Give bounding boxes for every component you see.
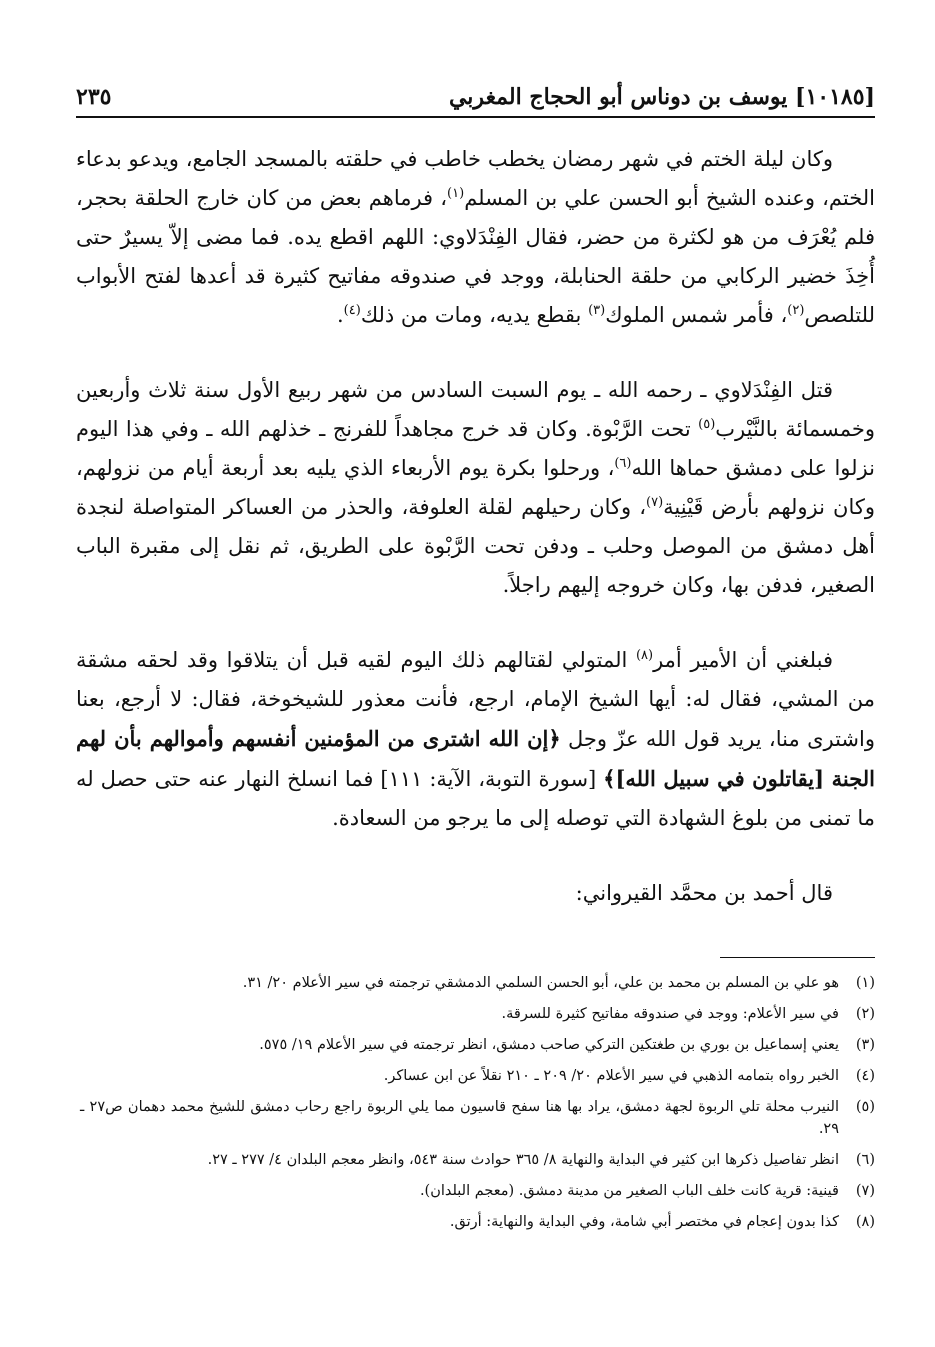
footnote <box>80 1211 875 1233</box>
footnote-number: (٧) <box>855 1183 875 1199</box>
text-segment: تحت الرَّبْوة. وكان قد خرج مجاهداً للفرنج ـ خذلهم الله ـ وفي هذا اليوم نزلوا على دمشق حماها الله <box>76 417 875 480</box>
footnote <box>80 972 875 994</box>
footnote-number: (٢) <box>855 1006 875 1022</box>
text-segment: وكان ليلة الختم في شهر رمضان يخطب خاطب في حلقته بالمسجد الجامع، ويدعو بدعاء الختم، وعنده الشيخ أبو الحسن علي بن المسلم <box>76 147 876 210</box>
text-segment: ، وكان رحيلهم لقلة العلوفة، والحذر من العساكر المتواصلة لنجدة أهل دمشق من الموصل وحلب ـ ودفن تحت الرَّبْوة على الطريق، ثم نقل إلى مقبرة الباب الصغير، فدفن بها، وكان خروجه إليهم راجلاً. <box>76 495 876 597</box>
text-segment: ، ورحلوا بكرة يوم الأربعاء الذي يليه بعد أربعة أيام من نزولهم، وكان نزولهم بأرض قَيْنِية <box>76 456 875 519</box>
text-segment: قال أحمد بن محمَّد القيرواني: <box>575 881 833 905</box>
footnote-number: (٦) <box>855 1152 875 1168</box>
main-text <box>76 140 875 913</box>
text-segment: . <box>336 303 344 327</box>
footnote <box>80 1034 875 1056</box>
footnote-text: في سير الأعلام: ووجد في صندوقه مفاتيح كثيرة للسرقة. <box>501 1006 839 1022</box>
text-segment: ، فأمر شمس الملوك <box>605 303 788 327</box>
footnote-text: كذا بدون إعجام في مختصر أبي شامة، وفي البداية والنهاية: أرتق. <box>449 1214 839 1230</box>
footnote <box>80 1149 875 1171</box>
paragraph <box>76 371 875 605</box>
text-segment: المتولي لقتالهم ذلك اليوم لقيه قبل أن يتلاقوا وقد لحقه مشقة من المشي، فقال له: أيها الشيخ الإمام، ارجع، فأنت معذور للشيخوخة، فقال: لا أرجع، بعنا واشترى منا، يريد قول الله عزّ وجل <box>76 648 876 751</box>
paragraph <box>76 641 875 838</box>
footnote <box>80 1065 875 1087</box>
text-segment: [سورة التوبة، الآية: ١١١] فما انسلخ النهار عنه حتى حصل له ما تمنى من بلوغ الشهادة التي توصله إلى ما يرجو من السعادة. <box>76 767 875 830</box>
footnote-marker: (١) <box>447 186 465 201</box>
footnote <box>80 1003 875 1025</box>
text-segment: فبلغني أن الأمير أمر <box>653 648 834 672</box>
footnote-marker: (٤) <box>343 303 361 318</box>
footnote-text: قينية: قرية كانت خلف الباب الصغير من مدينة دمشق. (معجم البلدان). <box>419 1183 839 1199</box>
text-segment: بقطع يديه، ومات من ذلك <box>360 303 589 327</box>
quran-quote: ﴿إن الله اشترى من المؤمنين أنفسهم وأموالهم بأن لهم الجنة [يقاتلون في سبيل الله]﴾ <box>76 726 875 791</box>
text-segment: ، فرماهم بعض من كان خارج الحلقة بحجر، فلم يُعْرَف من هو لكثرة من حضر، فقال الفِنْدَلاوي: اللهم اقطع يده. فما مضى إلاّ يسيرٌ حتى أُخِذَ خضير الركابي من حلقة الحنابلة، ووجد في صندوقه مفاتيح كثيرة قد أعدها لفتح الأبواب للتلصص <box>76 186 875 327</box>
footnote-text: الخبر رواه بتمامه الذهبي في سير الأعلام ٢٠/ ٢٠٩ ـ ٢١٠ نقلاً عن ابن عساكر. <box>383 1068 839 1084</box>
running-header <box>76 78 875 118</box>
footnote-text: النيرب محلة تلي الربوة لجهة دمشق، يراد بها هنا سفح قاسيون مما يلي الربوة راجع رحاب دمشق للشيخ محمد دهمان ص٢٧ ـ ٢٩. <box>80 1099 839 1137</box>
footnote-marker: (٦) <box>614 456 632 471</box>
footnote-number: (٣) <box>855 1037 875 1053</box>
footnote-number: (٤) <box>855 1068 875 1084</box>
footnote-marker: (٣) <box>588 303 606 318</box>
footnote-text: انظر تفاصيل ذكرها ابن كثير في البداية والنهاية ٨/ ٣٦٥ حوادث سنة ٥٤٣، وانظر معجم البلدان ٤/ ٢٧٧ ـ ٢٧. <box>207 1152 839 1168</box>
footnote <box>80 1096 875 1140</box>
footnote-text: هو علي بن المسلم بن محمد بن علي، أبو الحسن السلمي الدمشقي ترجمته في سير الأعلام ٢٠/ ٣١. <box>242 975 839 991</box>
header-title: [١٠١٨٥] يوسف بن دوناس أبو الحجاج المغربي <box>448 84 875 110</box>
footnote-marker: (٨) <box>635 648 654 663</box>
footnote-number: (٨) <box>855 1214 875 1230</box>
footnote-separator <box>720 957 875 958</box>
footnote-marker: (٢) <box>787 303 805 318</box>
footnote-marker: (٧) <box>646 495 664 510</box>
footnote-marker: (٥) <box>698 417 716 432</box>
footnote-number: (١) <box>855 975 875 991</box>
paragraph <box>76 874 875 913</box>
paragraph <box>76 140 875 335</box>
page-number: ٢٣٥ <box>76 84 112 110</box>
text-segment: قتل الفِنْدَلاوي ـ رحمه الله ـ يوم السبت السادس من شهر ربيع الأول سنة ثلاث وأربعين وخمسمائة بالنَّيْرب <box>76 378 875 441</box>
footnotes <box>80 972 875 1242</box>
footnote-text: يعني إسماعيل بن بوري بن طغتكين التركي صاحب دمشق، انظر ترجمته في سير الأعلام ١٩/ ٥٧٥. <box>259 1037 839 1053</box>
footnote <box>80 1180 875 1202</box>
footnote-number: (٥) <box>855 1099 875 1115</box>
